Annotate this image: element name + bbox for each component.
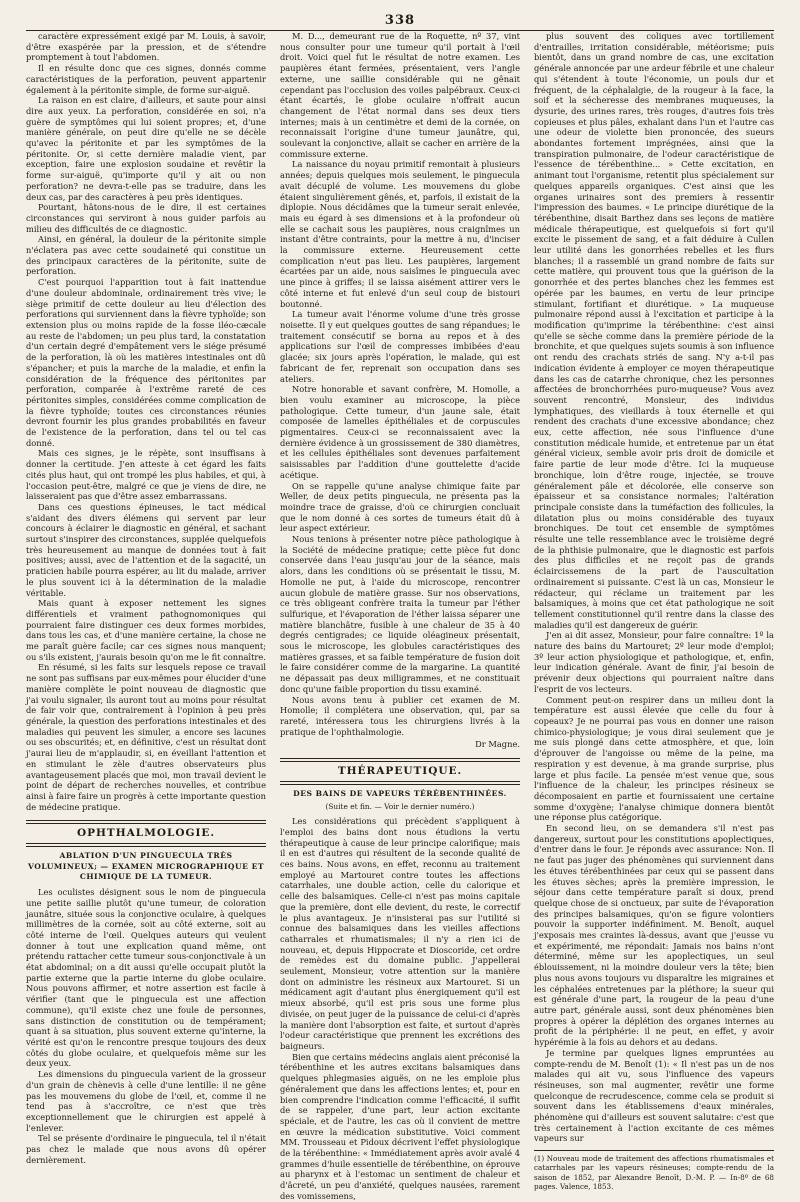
- paragraph: Dans ces questions épineuses, le tact médical s'aidant des divers élémens qui servent par leur concours à éclairer le diagnostic en général, et sachant surtout s'inspirer des circonstances, supplée quelquefois très heureusement au manque de données tout à fait positives; aussi, avec de l'attention et de la sagacité, un praticien habile pourra espérer, au lit du malade, arriver le plus souvent ici à la détermination de la maladie véritable.: [26, 501, 266, 598]
- paragraph: La tumeur avait l'énorme volume d'une très grosse noisette. Il y eut quelques gouttes de sang répandues; le traitement consécutif se borna au repos et à des applications sur l'œil de compresses imbibées d'eau glacée; six jours après l'opération, le malade, qui est fabricant de fer, reprenait son occupation dans ses ateliers.: [280, 309, 520, 384]
- column-3: [534, 31, 774, 1191]
- paragraph: caractère expressément exigé par M. Louis, à savoir, d'être exaspérée par la pression, et de s'étendre promptement à tout l'abdomen.: [26, 31, 266, 63]
- section-title: THÉRAPEUTIQUE.: [337, 765, 463, 778]
- section-rule: [26, 843, 266, 847]
- paragraph: Mais ces signes, je le répète, sont insuffisans à donner la certitude. J'en atteste à cet égard les faits cités plus haut, qui ont trompé les plus habiles, et qui, à l'occasion peut-être, malgré ce que je viens de dire, ne laisseraient pas que d'être assez embarrassans.: [26, 448, 266, 502]
- paragraph: La naissance du noyau primitif remontait à plusieurs années; depuis quelques mois seulement, le pinguecula avait décuplé de volume. Les mouvemens du globe étaient singulièrement gênés, et, parfois, il existait de la diplopie. Nous décidâmes que la tumeur serait enlevée, mais eu égard à ses dimensions et à la profondeur où elle se cachait sous les paupières, nous craignîmes un instant d'être contraints, pour la mettre à nu, d'inciser la commissure externe. Heureusement cette complication n'eut pas lieu. Les paupières, largement écartées par un aide, nous saisîmes le pinguecula avec une pince à griffes; il se laissa aisément attirer vers le côté interne et fut enlevé d'un seul coup de bistouri boutonné.: [280, 159, 520, 309]
- paragraph: La raison en est claire, d'ailleurs, et saute pour ainsi dire aux yeux. La perforation, considérée en soi, n'a guère de symptômes qui lui soient propres; et, d'une manière générale, on peut dire qu'elle ne se décèle qu'avec la péritonite et par les symptômes de la péritonite. Or, si cette dernière maladie vient, par exception, faire une explosion soudaine et revêtir la forme sur-aiguë, qu'importe qu'il y ait ou non perforation? ne devra-t-elle pas se traduire, dans les deux cas, par des caractères à peu près identiques.: [26, 95, 266, 202]
- section-rule: [26, 820, 266, 824]
- paragraph: C'est pourquoi l'apparition tout à fait inattendue d'une douleur abdominale, ordinairement très vive; le siège primitif de cette douleur au lieu d'élection des perforations qui surviennent dans la fièvre typhoïde; son extension plus ou moins rapide de la fosse iléo-cæcale au reste de l'abdomen; un peu plus tard, la constatation d'un certain degré d'empâtement vers le siége présumé de la perforation, là où les matières intestinales ont dû s'épancher; et puis la marche de la maladie, et enfin la considération de la fréquence des péritonites par perforation, comparée à l'extrême rareté de ces péritonites simples, considérées comme complication de la fièvre typhoïde; toutes ces circonstances réunies devront fournir les plus grandes probabilités en faveur de l'existence de la perforation, dans tel ou tel cas donné.: [26, 277, 266, 448]
- footnote: [534, 1150, 774, 1191]
- paragraph: Tel se présente d'ordinaire le pinguecula, tel il n'était pas chez le malade que nous avons dû opérer dernièrement.: [26, 1133, 266, 1165]
- paragraph: Pourtant, hâtons-nous de le dire, il est certaines circonstances qui serviront à nous guider parfois au milieu des difficultés de ce diagnostic.: [26, 202, 266, 234]
- column-1: [26, 31, 266, 1165]
- section-rule: [280, 781, 520, 785]
- section-therapeutique: [280, 758, 520, 812]
- paragraph: J'en ai dit assez, Monsieur, pour faire connaître: 1º la nature des bains du Martouret; 2º leur mode d'emploi; 3º leur action physiologique et pathologique, et, enfin, leur indication générale. Avant de finir, j'ai besoin de prévenir deux objections qui pourraient naître dans l'esprit de vos lecteurs.: [534, 630, 774, 694]
- section-ophthalmologie: [26, 820, 266, 883]
- page-number: 338: [384, 13, 416, 28]
- paragraph: M. D..., demeurant rue de la Roquette, nº 37, vint nous consulter pour une tumeur qu'il portait à l'œil droit. Voici quel fut le résultat de notre examen. Les paupières étant fermées, présentaient, vers l'angle externe, une saillie considérable qui ne gênait cependant pas l'occlusion des voiles palpébraux. Ceux-ci étant écartés, le globe oculaire n'offrait aucun changement de l'état normal dans ses deux tiers internes; mais à un centimètre et demi de la cornée, on reconnaissait l'origine d'une tumeur jaunâtre, qui, soulevant la conjonctive, allait se cacher en arrière de la commissure externe.: [280, 31, 520, 159]
- section-rule: [280, 758, 520, 762]
- article-subhead: DES BAINS DE VAPEURS TÉRÉBENTHINÉES.: [293, 788, 507, 798]
- text-columns: [26, 31, 774, 1201]
- author-signature: Dr Magne.: [475, 739, 520, 750]
- paragraph: plus souvent des coliques avec tortillement d'entrailles, irritation considérable, météorisme; puis bientôt, dans un grand nombre de cas, une excitation générale annoncée par une ardeur fébrile et une chaleur qui s'étendent à toute l'économie, un pouls dur et fréquent, de la céphalalgie, de la rougeur à la face, la soif et la sécheresse des membranes muqueuses, la dysurie, des urines rares, très rouges, d'autres fois très copieuses et plus pâles, exhalant dans l'un et l'autre cas une odeur de violette bien prononcée, des sueurs abondantes fortement imprégnées, ainsi que la transpiration pulmonaire, de l'odeur caractéristique de l'essence de térébenthine... » Cette excitation, en animant tout l'organisme, retentit plus spécialement sur quelques appareils organiques. C'est ainsi que les organes urinaires sont des premiers à ressentir l'impression des baumes. « Le principe diurétique de la térébenthine, disait Barthez dans ses leçons de matière médicale thérapeutique, est quelquefois si fort qu'il excite le pissement de sang, et a fait déduire à Cullen leur utilité dans les gonorrhées rebelles et les flurs blanches; il a rassemblé un grand nombre de faits sur cette matière, qui prouvent tous que la guérison de la gonorrhée et des pertes blanches chez les femmes est opérée par les baumes, en vertu de leur principe stimulant, fortifiant et diurétique. » La muqueuse pulmonaire répond aussi à l'excitation et participe à la modification qu'imprime la térébenthine: c'est ainsi qu'elle se sèche comme dans la première période de la bronchite, et que quelques sujets soumis à son influence ont rendu des crachats striés de sang. N'y a-t-il pas indication évidente à employer ce moyen thérapeutique dans les cas de catarrhe chronique, chez les personnes affectées de bronchorrhées puro-muqueuse? Vous avez souvent rencontré, Monsieur, des individus lymphatiques, des vieillards à toux éternelle et qui rendent des crachats d'une excessive abondance; chez eux, cette affection, née sous l'influence d'une constitution médicale humide, et entretenue par un état général vicieux, semble avoir pris droit de domicile et faire partie de leur mode d'être. Ici la muqueuse bronchique, loin d'être rouge, injectée, se trouve généralement pâle et décolorée, elle conserve son épaisseur et sa consistance normales; l'altération principale consiste dans la tuméfaction des follicules, la dilatation plus ou moins considérable des tuyaux bronchiques. De tout cet ensemble de symptômes résulte une telle ressemblance avec le troisième degré de la phthisie pulmonaire, que le diagnostic est parfois des plus difficiles et ne reçoit pas de grands éclaircissemens de la part de l'auscultation ordinairement si puissante. C'est là un cas, Monsieur le rédacteur, qui réclame un traitement par les balsamiques, à moins que cet état pathologique ne soit tellement constitutionnel qu'il rentre dans la classe des maladies qu'il est dangereux de guérir.: [534, 31, 774, 630]
- paragraph: Je termine par quelques lignes empruntées au compte-rendu de M. Benoît (1): « Il n'est pas un de nos malades qui ait vu, sous l'influence des vapeurs résineuses, son mal augmenter, revêtir une forme quelconque de recrudescence, comme cela se produit si souvent dans les établissemens d'eaux minérales, phénomène qui d'ailleurs est souvent salutaire: c'est que très certainement à l'action excitante de ces mêmes vapeurs sur: [534, 1047, 774, 1144]
- paragraph: Les oculistes désignent sous le nom de pinguecula une petite saillie plutôt qu'une tumeur, de coloration jaunâtre, située sous la conjonctive oculaire, à quelques millimètres de la cornée, soit au côté externe, soit au côté interne de l'œil. Quelques auteurs qui veulent donner à tout une explication quand même, ont prétendu rattacher cette tumeur sous-conjonctivale à un état abdominal; on a dit aussi qu'elle occupait plutôt la partie externe que la partie interne du globe oculaire. Nous pouvons affirmer, et notre assertion est facile à vérifier (tant que le pinguecula est une affection commune), qu'il existe chez une foule de personnes, sans distinction de constitution ou de tempérament; quant à sa situation, plus souvent externe qu'interne, la vérité est qu'on le rencontre presque toujours des deux côtés du globe oculaire, et quelquefois même sur les deux yeux.: [26, 887, 266, 1069]
- paragraph: Notre honorable et savant confrère, M. Homolle, a bien voulu examiner au microscope, la pièce pathologique. Cette tumeur, d'un jaune sale, était composée de lamelles épithéliales et de corpuscules pigmentaires. Ceux-ci se reconnaissaient avec la dernière évidence à un grossissement de 380 diamètres, et les cellules épithéliales sont devenues parfaitement saisissables par l'addition d'une gouttelette d'acide acétique.: [280, 384, 520, 480]
- paragraph: Nous avons tenu à publier cet examen de M. Homolle; il complétera une observation, qui, par sa rareté, intéressera tous les chirurgiens livrés à la pratique de l'ophthalmologie.: [280, 694, 520, 737]
- article-subhead: ABLATION D'UN PINGUECULA TRÈS VOLUMINEUX; — EXAMEN MICROGRAPHIQUE ET CHIMIQUE DE LA TUMEUR.: [27, 851, 265, 882]
- paragraph: Ainsi, en général, la douleur de la péritonite simple n'éclatera pas avec cette soudaineté qui constitue un des principaux caractères de la péritonite, suite de perforation.: [26, 234, 266, 277]
- paragraph: Comment peut-on respirer dans un milieu dont la température est aussi élevée que celle du four à copeaux? Je ne pourrai pas vous en donner une raison chimico-physiologique; je vous dirai seulement que je me suis plongé dans cette atmosphère, et que, loin d'éprouver de l'angoisse ou même de la peine, ma respiration y est devenue, à ma grande surprise, plus large et plus facile. La pensée m'est venue que, sous l'influence de la chaleur, les principes résineux se décomposaient en partie et fournissaient une certaine somme d'oxygène; l'analyse chimique donnera bientôt une réponse plus catégorique.: [534, 694, 774, 823]
- article-subnote: (Suite et fin. — Voir le dernier numéro.): [325, 801, 475, 811]
- paragraph: On se rappelle qu'une analyse chimique faite par Weller, de deux petits pinguecula, ne présenta pas la moindre trace de graisse, d'où ce chirurgien concluait que le nom donné à ces sortes de tumeurs était dû à leur aspect extérieur.: [280, 480, 520, 534]
- paragraph: En second lieu, on se demandera s'il n'est pas dangereux, surtout pour les constitutions apoplectiques, d'entrer dans le four. Je réponds avec assurance: Non. Il ne faut pas juger des phénomènes qui surviennent dans les étuves térébenthinées par ceux qui se passent dans les étuves sèches; après la première impression, le séjour dans cette température paraît si doux, prend quelque chose de si onctueux, par suite de l'évaporation des principes balsamiques, qu'on se figure volontiers pouvoir la supporter indéfiniment. M. Benoît, auquel j'exposais mes craintes là-dessus, avant que j'eusse vu et expérimenté, me répondait: Jamais nos bains n'ont déterminé, même sur les apoplectiques, un seul éblouissement, ni la moindre douleur vers la tête; bien plus nous avons toujours vu disparaître les migraines et les céphalées entretenues par la pléthore; la sueur qui est générale d'une part, la rougeur de la peau d'une autre part, générale aussi, sont deux phénomènes bien propres à opérer la déplétion des organes internes au profit de la périphérie: il ne peut, en effet, y avoir hypérémie à la fois au dehors et au dedans.: [534, 823, 774, 1048]
- paragraph: Mais quant à exposer nettement les signes différentiels et vraiment pathognomoniques qui pourraient faire distinguer ces deux formes morbides, dans tous les cas, et d'une manière certaine, la chose ne me paraît guère facile; car ces signes nous manquent; ou s'ils existent, j'aurais besoin qu'on me le fit connaître.: [26, 598, 266, 662]
- paragraph: En résumé, si les faits sur lesquels repose ce travail ne sont pas suffisans par eux-mêmes pour élucider d'une manière complète le point nouveau de diagnostic que j'ai voulu signaler, ils auront tout au moins pour résultat de fair voir que, contrairement à l'opinion à peu près générale, la question des perforations intestinales et des maladies qui peuvent les simuler, a encore ses lacunes ou ses obscurités; et, en définitive, c'est un résultat dont j'aurai lieu de m'applaudir, si, en éveillant l'attention et en stimulant le zèle d'autres observateurs plus avantageusement placés que moi, mon travail devient le point de départ de recherches nouvelles, et contribue ainsi à faire faire un progrès à cette importante question de médecine pratique.: [26, 662, 266, 812]
- paragraph: Bien que certains médecins anglais aient préconisé la térébenthine et les autres excitans balsamiques dans quelques phlegmasies aiguës, on ne les emploie plus généralement que dans les affections lentes; et, pour en bien comprendre l'indication comme l'efficacité, il suffit de se rappeler, d'une part, leur action excitante spéciale, et de l'autre, les cas où il convient de mettre en œuvre la médication substitutive. Voici comment MM. Trousseau et Pidoux décrivent l'effet physiologique de la térébenthine: « Immédiatement après avoir avalé 4 grammes d'huile essentielle de térébenthine, on éprouve au pharynx et à l'estomac un sentiment de chaleur et d'âcreté, un peu d'anxiété, quelques nausées, rarement des vomissemens,: [280, 1051, 520, 1201]
- paragraph: Nous tenions à présenter notre pièce pathologique à la Société de médecine pratique; cette pièce fut donc conservée dans l'eau jusqu'au jour de la séance, mais alors, dans les conditions où se présentait le tissu, M. Homolle ne put, à l'aide du microscope, rencontrer aucun globule de matière grasse. Sur nos observations, ce très obligeant confrère traita la tumeur par l'éther sulfurique, et l'évaporation de l'éther laissa séparer une matière blanchâtre, fusible à une chaleur de 35 à 40 degrés centigrades; ce liquide oléagineux présentait, sous le microscope, les globules caractéristiques des matières grasses, et sa faible température de fusion doit le faire considérer comme de la margarine. La quantité ne dépassait pas deux milligrammes, et ne constituait donc qu'une faible proportion du tissu examiné.: [280, 534, 520, 694]
- paragraph: Les considérations qui précèdent s'appliquent à l'emploi des bains dont nous étudions la vertu thérapeutique à cause de leur principe calorifique; mais il en est d'autres qui résultent de la seconde qualité de ces bains. Nous avons, en effet, reconnu au traitement employé au Martouret contre toutes les affections catarrhales, une double action, celle du calorique et celle des balsamiques. Celle-ci n'est pas moins capitale que la première, dont elle devient, du reste, le correctif le plus avantageux. Je n'insisterai pas sur l'utilité si connue des balsamiques dans les vieilles affections catharrales et rhumatismales; il n'y a rien ici de nouveau, et, depuis Hippocrate et Dioscoride, cet ordre de remèdes est du domaine public. J'appellerai seulement, Monsieur, votre attention sur la manière dont on administre les résineux aux Martouret. Si un médicament agit d'autant plus énergiquement qu'il est mieux absorbé, qu'il est pris sous une forme plus divisée, on peut juger de la puissance de celui-ci d'après la manière dont l'absorption est faite, et surtout d'après l'odeur caractéristique que prennent les excrétions des baigneurs.: [280, 816, 520, 1051]
- section-title: OPHTHALMOLOGIE.: [76, 827, 216, 840]
- column-2: [280, 31, 520, 1201]
- footnote-text: (1) Nouveau mode de traitement des affections rhumatismales et catarrhales par les vapeurs résineuses; compte-rendu de la saison de 1852, par Alexandre Benoît, D.-M. P. — In-8º de 68 pages. Valence, 1853.: [534, 1154, 774, 1191]
- paragraph: Il en résulte donc que ces signes, donnés comme caractéristiques de la perforation, peuvent appartenir également à la péritonite simple, de forme sur-aiguë.: [26, 63, 266, 95]
- paragraph: Les dimensions du pinguecula varient de la grosseur d'un grain de chènevis à celle d'une lentille: il ne gêne pas les mouvemens du globe de l'œil, et, comme il ne tend pas à s'accroître, ce n'est que très exceptionnellement que le chirurgien est appelé à l'enlever.: [26, 1069, 266, 1133]
